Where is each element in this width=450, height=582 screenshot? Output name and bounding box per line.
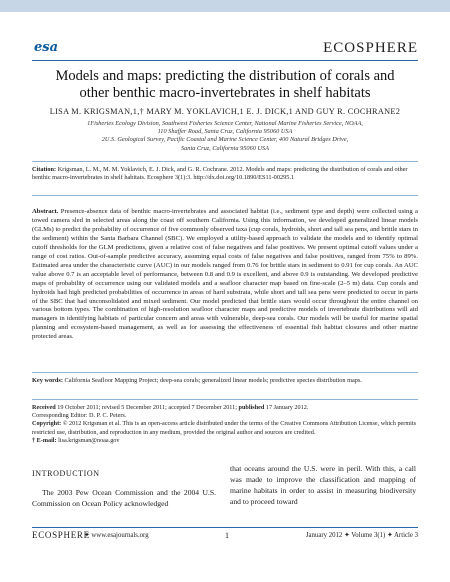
citation-text: Krigsman, L. M., M. M. Yoklavich, E. J. Dick, and G. R. Cochrane. 2012. Models and maps: predicting the distribution of corals and other benthic macro-invertebrates in shelf habitats. Ecosphere 3(1):3. http://dx.doi.org/10.1890/ES11-00295.1	[32, 166, 408, 182]
issue-info: January 2012 ✦ Volume 3(1) ✦ Article 3	[305, 532, 418, 539]
copyright-notice	[32, 420, 418, 436]
page-number: 1	[225, 531, 229, 540]
citation-label: Citation:	[32, 166, 57, 173]
copyright-text: © 2012 Krigsman et al. This is an open-access article distributed under the terms of the Creative Commons Attribution License, which permits restricted use, distribution, and reproduction in any medium, provided the original author and sources are credited.	[32, 420, 417, 436]
footer-journal-name: ECOSPHERE	[32, 530, 90, 540]
keywords-label: Key words:	[32, 377, 63, 384]
affiliation-2-line-2: Santa Cruz, California 95060 USA	[181, 144, 269, 152]
body-column-right	[230, 463, 416, 507]
email-address: lisa.krigsman@noaa.gov	[58, 436, 120, 444]
citation-rule-top	[32, 161, 418, 162]
affiliations	[32, 120, 418, 153]
citation-rule-bottom	[32, 195, 418, 196]
article-metadata	[32, 404, 418, 445]
author-list: LISA M. KRIGSMAN,1,† MARY M. YOKLAVICH,1 E. J. DICK,1 AND GUY R. COCHRANE2	[49, 107, 401, 116]
keywords-rule-top	[32, 372, 418, 373]
affiliation-1-line-1: 1Fisheries Ecology Division, Southwest Fisheries Science Center, National Marine Fisheries Service, NOAA,	[87, 120, 363, 127]
intro-paragraph-left: The 2003 Pew Ocean Commission and the 2004 U.S. Commission on Ocean Policy acknowledged	[32, 488, 216, 508]
email-label: † E-mail:	[32, 436, 57, 444]
affiliation-2-line-1: 2U.S. Geological Survey, Pacific Coastal and Marine Science Center, 400 Natural Bridges Drive,	[101, 136, 349, 144]
article-title	[32, 68, 418, 102]
abstract-block	[32, 208, 418, 342]
footer-website: ✦ www.esajournals.org	[84, 532, 149, 539]
body-column-left	[32, 468, 216, 509]
affiliation-1-line-2: 110 Shaffer Road, Santa Cruz, California 95060 USA	[157, 128, 293, 136]
keywords-rule-bottom	[32, 399, 418, 400]
intro-paragraph-right: that oceans around the U.S. were in peril. With this, a call was made to improve the classification and mapping of marine habitats in order to assist in measuring biodiversity and to proceed toward	[230, 464, 416, 506]
section-heading-introduction: INTRODUCTION	[32, 469, 100, 478]
copyright-label: Copyright:	[32, 420, 62, 428]
keywords-block	[32, 377, 418, 385]
published-label: published	[238, 404, 265, 411]
abstract-text: Presence-absence data of benthic macro-invertebrates and associated habitat (i.e., sediment type and depth) were collected using a towed camera sled in selected areas along the coast off southern California. Using this information, we developed generalized linear models (GLMs) to predict the probability of occurrence of five commonly observed taxa (cup corals, hydroids, short and tall sea pens, and brittle stars in the sediment) within the Santa Barbara Channel (SBC). We employed a utility-based approach to validate the models and to identify optimal cutoff thresholds for the GLM predictions, given a relative cost of false negatives and false positives. We present optimal cutoff values under a range of cost ratios. Out-of-sample predictive accuracy, assuming equal costs of false negatives and false positives, ranged from 75% to 89%. Estimated area under the characteristic curve (AUC) in our models ranged from 0.76 for brittle stars in sediment to 0.91 for cup corals. An AUC value above 0.7 is an acceptable level of performance, between 0.8 and 0.9 is excellent, and above 0.9 is outstanding. We developed predictive maps of probability of occurrence using our validated models and a seafloor character map based on fine-scale (2–5 m) data. Cup corals and hydroids had high predicted probabilities of occurrence in areas of hard substrata, while short and tall sea pens were predicted to occur in parts of the SBC that had unconsolidated and mixed sediment. Our model predicted that brittle stars would occur throughout the entire channel on various bottom types. The combination of high-resolution seafloor character maps and predictive models of invertebrate distributions will aid managers in identifying habitats of particular concern and areas with vulnerable, deep-sea corals. Our models will be useful for marine spatial planning and ecosystem-based management, as well as for assessing the effectiveness of essential fish habitat closures and other marine protected areas.	[32, 208, 418, 341]
keywords-text: California Seafloor Mapping Project; deep-sea corals; generalized linear models; predictive species distribution maps.	[64, 377, 362, 384]
received-date-text: 19 October 2011; revised 5 December 2011; accepted 7 December 2011;	[57, 404, 237, 411]
email-line	[32, 437, 418, 445]
title-line-2: other benthic macro-invertebrates in shelf habitats	[79, 85, 371, 101]
received-dates	[32, 404, 418, 412]
header-rule	[32, 60, 418, 61]
top-color-band	[0, 0, 450, 12]
title-line-1: Models and maps: predicting the distribution of corals and	[55, 68, 395, 84]
published-date: 17 January 2012.	[265, 404, 309, 411]
received-label: Received	[32, 404, 56, 411]
corresponding-editor: Corresponding Editor: D. P. C. Peters.	[32, 412, 127, 420]
citation-block	[32, 166, 418, 183]
footer-rule	[32, 527, 418, 528]
abstract-label: Abstract.	[32, 208, 59, 215]
publisher-logo: esa	[34, 40, 59, 55]
journal-name: ECOSPHERE	[323, 40, 418, 56]
